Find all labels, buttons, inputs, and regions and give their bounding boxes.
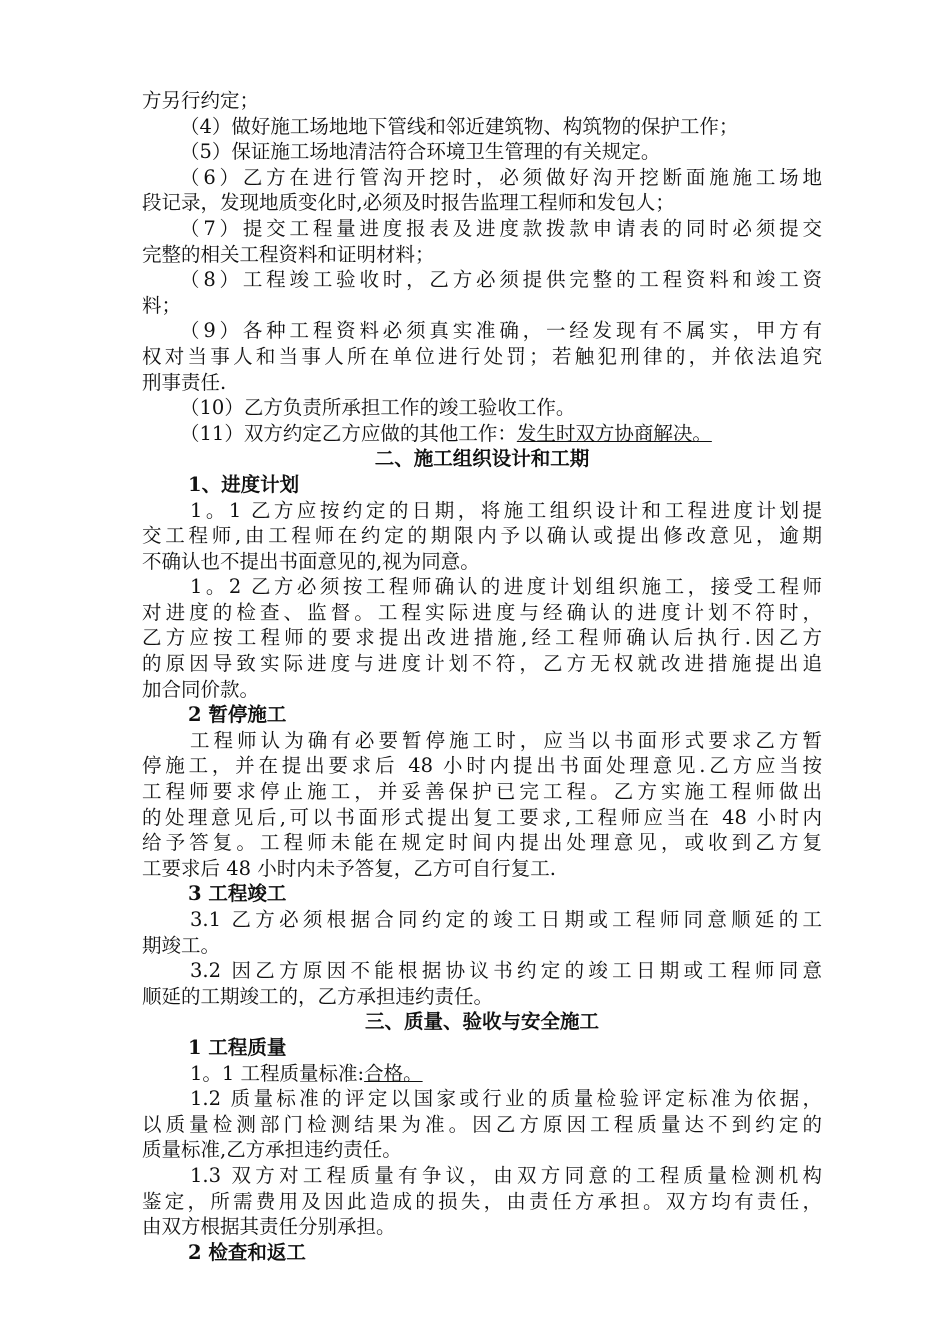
text-line: （9）各种工程资料必须真实准确，一经发现有不属实，甲方有 bbox=[180, 319, 822, 343]
text-line: 刑事责任. bbox=[142, 370, 227, 394]
subsection-heading: 2 暂停施工 bbox=[188, 703, 287, 727]
underlined-fill-in: 发生时双方协商解决。 bbox=[516, 421, 712, 445]
document-page bbox=[142, 88, 822, 1265]
text-line: 料； bbox=[142, 293, 182, 317]
text-line: （7）提交工程量进度报表及进度款拨款申请表的同时必须提交 bbox=[180, 216, 822, 240]
text-line: 段记录，发现地质变化时,必须及时报告监理工程师和发包人； bbox=[142, 191, 675, 215]
subsection-heading: 1 工程质量 bbox=[188, 1035, 287, 1059]
section-heading: 三、质量、验收与安全施工 bbox=[364, 1010, 599, 1034]
text-line: 鉴定，所需费用及因此造成的损失，由责任方承担。双方均有责任， bbox=[142, 1189, 822, 1213]
text-line: 的原因导致实际进度与进度计划不符，乙方无权就改进措施提出追 bbox=[142, 652, 822, 676]
subsection-heading: 2 检查和返工 bbox=[188, 1240, 306, 1264]
text-line: 1。2 乙方必须按工程师确认的进度计划组织施工，接受工程师 bbox=[190, 575, 822, 599]
text-line: 的处理意见后,可以书面形式提出复工要求,工程师应当在 48 小时内 bbox=[142, 805, 822, 829]
text-line: 方另行约定； bbox=[142, 89, 260, 112]
text-line: 工程师认为确有必要暂停施工时，应当以书面形式要求乙方暂 bbox=[190, 728, 822, 752]
text-run: 1。1 工程质量标准: bbox=[190, 1061, 365, 1085]
text-line: 1。1 乙方应按约定的日期，将施工组织设计和工程进度计划提 bbox=[190, 498, 822, 522]
text-line: 以质量检测部门检测结果为准。因乙方原因工程质量达不到约定的 bbox=[142, 1112, 822, 1136]
text-run: （11）双方约定乙方应做的其他工作： bbox=[180, 421, 517, 445]
text-line: 完整的相关工程资料和证明材料； bbox=[142, 242, 435, 266]
subsection-heading: 1、进度计划 bbox=[188, 472, 300, 496]
text-line: 交工程师,由工程师在约定的期限内予以确认或提出修改意见，逾期 bbox=[142, 524, 822, 548]
text-line: 1.2 质量标准的评定以国家或行业的质量检验评定标准为依据， bbox=[190, 1087, 822, 1111]
text-line: 给予答复。工程师未能在规定时间内提出处理意见，或收到乙方复 bbox=[142, 831, 822, 855]
text-line: 顺延的工期竣工的，乙方承担违约责任。 bbox=[142, 984, 494, 1008]
text-line: 权对当事人和当事人所在单位进行处罚；若触犯刑律的，并依法追究 bbox=[142, 344, 822, 368]
text-line: 工程师要求停止施工，并妥善保护已完工程。乙方实施工程师做出 bbox=[142, 780, 822, 804]
text-line: （10）乙方负责所承担工作的竣工验收工作。 bbox=[180, 396, 576, 420]
text-line: （8）工程竣工验收时，乙方必须提供完整的工程资料和竣工资 bbox=[180, 268, 822, 292]
text-line: （4）做好施工场地地下管线和邻近建筑物、构筑物的保护工作； bbox=[180, 114, 739, 138]
text-line: 由双方根据其责任分别承担。 bbox=[142, 1215, 396, 1239]
text-line: 3.2 因乙方原因不能根据协议书约定的竣工日期或工程师同意 bbox=[190, 959, 822, 983]
text-line: 质量标准,乙方承担违约责任。 bbox=[142, 1138, 402, 1162]
text-line: 期竣工。 bbox=[142, 933, 221, 957]
text-line: 不确认也不提出书面意见的,视为同意。 bbox=[142, 549, 480, 573]
text-line: （6）乙方在进行管沟开挖时，必须做好沟开挖断面施施工场地 bbox=[180, 165, 822, 189]
text-line: 工要求后 48 小时内未予答复，乙方可自行复工. bbox=[142, 856, 556, 880]
text-line: 停施工，并在提出要求后 48 小时内提出书面处理意见.乙方应当按 bbox=[142, 754, 822, 778]
text-line: 对进度的检查、监督。工程实际进度与经确认的进度计划不符时， bbox=[142, 600, 822, 624]
text-line: 乙方应按工程师的要求提出改进措施,经工程师确认后执行.因乙方 bbox=[142, 626, 822, 650]
text-line: （5）保证施工场地清洁符合环境卫生管理的有关规定。 bbox=[180, 140, 661, 164]
section-heading: 二、施工组织设计和工期 bbox=[374, 447, 590, 471]
text-line bbox=[142, 1061, 822, 1087]
text-line: 加合同价款。 bbox=[142, 677, 260, 701]
text-line: 3.1 乙方必须根据合同约定的竣工日期或工程师同意顺延的工 bbox=[190, 908, 822, 931]
underlined-fill-in: 合格。 bbox=[364, 1061, 423, 1085]
text-line bbox=[142, 421, 822, 447]
subsection-heading: 3 工程竣工 bbox=[188, 882, 287, 906]
text-line: 1.3 双方对工程质量有争议，由双方同意的工程质量检测机构 bbox=[190, 1163, 822, 1187]
